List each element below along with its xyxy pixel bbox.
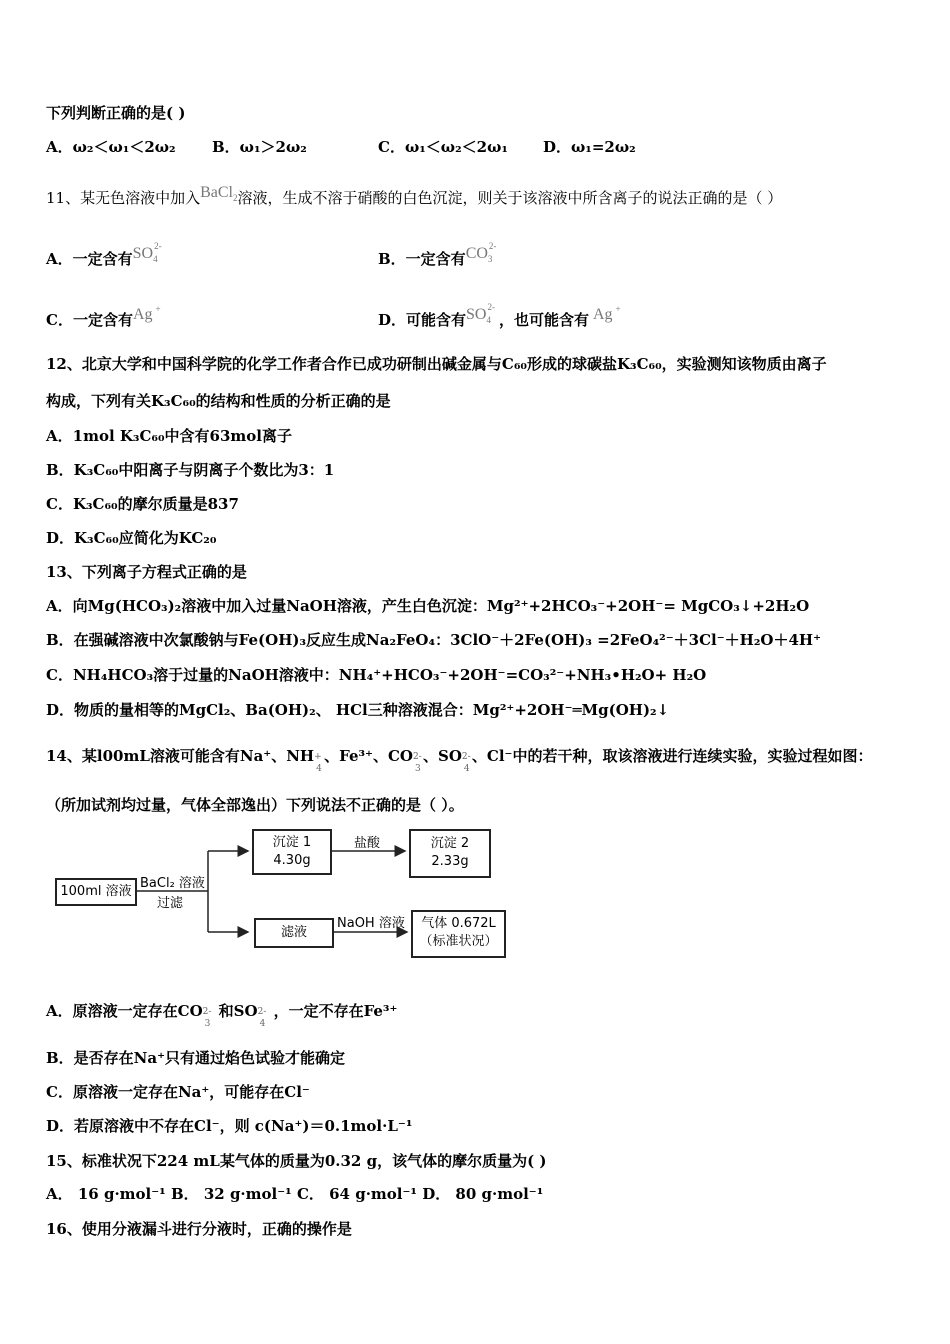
q15-options: A． 16 g·mol⁻¹ B． 32 g·mol⁻¹ C． 64 g·mol⁻¹ D． 80 g·mol⁻¹ [46,1185,544,1203]
q11-option-a: A．一定含有$SO_4$ 2- [46,241,162,268]
precipitate-2-mass: 2.33g [431,854,469,869]
q12-option-a: A．1mol K₃C₆₀中含有63mol离子 [46,427,293,445]
precipitate-1-box [252,829,332,875]
naoh-reagent-label: NaOH 溶液 [337,916,405,931]
q14-option-d: D．若原溶液中不存在Cl⁻，则 c(Na⁺)＝0.1mol·L⁻¹ [46,1117,413,1135]
start-solution-box: 100ml 溶液 [55,878,137,906]
sulfate-ion: $SO_4$ 2- [466,302,495,325]
sulfate-ion: $SO_4$ 2- [132,241,162,264]
q12-option-c: C．K₃C₆₀的摩尔质量是837 [46,495,239,513]
q14-stem-line1: 14、某l00mL溶液可能含有Na⁺、NH + 4 、Fe³⁺、CO 2- 3 、SO 2- 4 、Cl⁻中的若干种，取该溶液进行连续实验，实验过程如图： [46,747,873,774]
q11-option-c: C．一定含有Ag + [46,304,161,329]
q10-option-c: C．ω₁＜ω₂＜2ω₁ [378,138,508,156]
precipitate-1-name: 沉淀 1 [272,835,312,850]
q12-stem-line2: 构成，下列有关K₃C₆₀的结构和性质的分析正确的是 [46,392,391,410]
q10-stem: 下列判断正确的是( ) [46,104,186,122]
carbonate-ion: $CO_3$ 2- [465,241,497,264]
precipitate-2-box [409,829,491,878]
silver-ion: Ag + [132,304,161,323]
hcl-reagent-label: 盐酸 [354,836,381,851]
q10-option-b: B．ω₁＞2ω₂ [212,138,307,156]
q10-option-d: D．ω₁=2ω₂ [543,138,636,156]
q13-option-d: D．物质的量相等的MgCl₂、Ba(OH)₂、 HCl三种溶液混合：Mg²⁺+2OH⁻═Mg(OH)₂↓ [46,701,670,719]
q14-option-b: B．是否存在Na⁺只有通过焰色试验才能确定 [46,1049,346,1067]
q11-option-d: D．可能含有$SO_4$ 2- ，也可能含有 Ag + [378,302,621,329]
bacl2-reagent-label: BaCl₂ 溶液 [140,876,205,891]
filtrate-box: 滤液 [254,918,334,948]
precipitate-2-name: 沉淀 2 [430,836,470,851]
q13-option-a: A．向Mg(HCO₃)₂溶液中加入过量NaOH溶液，产生白色沉淀：Mg²⁺+2HCO₃⁻+2OH⁻= MgCO₃↓+2H₂O [46,597,810,615]
gas-condition: （标准状况） [419,934,498,949]
bacl2-formula: BaCl$_2$ [200,184,238,203]
q16-stem: 16、使用分液漏斗进行分液时，正确的操作是 [46,1220,352,1238]
gas-volume: 气体 0.672L [421,916,496,931]
filter-label: 过滤 [157,896,184,911]
q12-stem-line1: 12、北京大学和中国科学院的化学工作者合作已成功研制出碱金属与C₆₀形成的球碳盐K₃C₆₀，实验测知该物质由离子 [46,355,827,373]
gas-box [411,910,506,958]
q13-stem: 13、下列离子方程式正确的是 [46,563,247,581]
q11-option-b: B．一定含有$CO_3$ 2- [378,241,497,268]
q14-option-a: A．原溶液一定存在CO 2- 3 和SO 2- 4 ，一定不存在Fe³⁺ [46,1002,398,1029]
q10-option-a: A．ω₂＜ω₁＜2ω₂ [46,138,176,156]
q11-stem: 11、某无色溶液中加入BaCl$_2$溶液，生成不溶于硝酸的白色沉淀，则关于该溶液中所含离子的说法正确的是（ ） [46,184,783,207]
q15-stem: 15、标准状况下224 mL某气体的质量为0.32 g，该气体的摩尔质量为( ) [46,1152,547,1170]
q14-stem-line2: （所加试剂均过量，气体全部逸出）下列说法不正确的是（ ）。 [46,796,464,814]
q14-option-c: C．原溶液一定存在Na⁺，可能存在Cl⁻ [46,1083,310,1101]
q12-option-d: D．K₃C₆₀应简化为KC₂₀ [46,529,217,547]
q12-option-b: B．K₃C₆₀中阳离子与阴离子个数比为3：1 [46,461,335,479]
silver-ion: Ag + [592,304,621,323]
precipitate-1-mass: 4.30g [273,853,311,868]
q13-option-b: B．在强碱溶液中次氯酸钠与Fe(OH)₃反应生成Na₂FeO₄：3ClO⁻＋2Fe(OH)₃ =2FeO₄²⁻＋3Cl⁻＋H₂O＋4H⁺ [46,631,821,649]
q13-option-c: C．NH₄HCO₃溶于过量的NaOH溶液中：NH₄⁺+HCO₃⁻+2OH⁻=CO₃²⁻+NH₃•H₂O+ H₂O [46,666,707,684]
